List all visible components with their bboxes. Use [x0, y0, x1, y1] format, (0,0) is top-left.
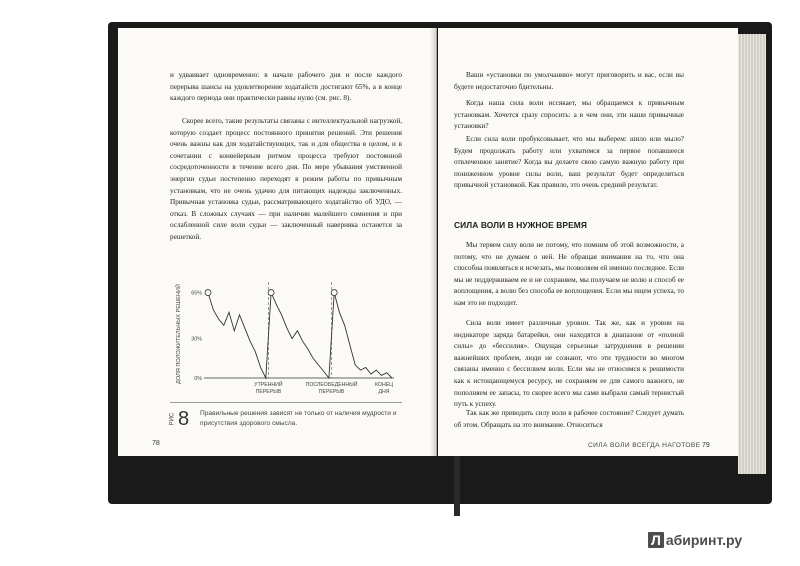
paragraph: Ваши «установки по умолчанию» могут приговорить и вас, если вы будете недостаточно бдительны.: [454, 71, 684, 91]
x-marker-label: ПЕРЕРЫВ: [255, 389, 282, 395]
paragraph: Когда наша сила воли иссякает, мы обращаемся к привычным установкам. Хочется сразу спросить: а в чем они, эти наши привычные установки?: [454, 99, 684, 131]
x-marker-label: ПЕРЕРЫВ: [318, 389, 345, 395]
page-number-right: 79: [702, 442, 710, 449]
paragraph: Если сила воли пробуксовывает, что мы выберем: шило или мыло? Будем продолжать работу или ухватимся за первое попавшееся отвлеченное занятие? Когда вы делаете свою самую важную работу при пониженном уровне силы воли, ваш результат будет определяться привычной установкой. Как правило, это очень средний результат.: [454, 135, 684, 190]
decisions-chart: [170, 272, 402, 398]
page-number-left: 78: [152, 440, 160, 447]
paragraph: и удваивает одновременно: в начале рабочего дня и после каждого перерыва шансы на удовлетворение ходатайств достигают 65%, а в конце каждого периода они практически равны нулю (см. рис. 8).: [170, 71, 402, 103]
figure-number: 8: [178, 408, 190, 430]
series-line: [208, 293, 392, 378]
right-page: [438, 28, 738, 456]
y-axis-label: ДОЛЯ ПОЛОЖИТЕЛЬНЫХ РЕШЕНИЙ: [176, 284, 182, 384]
y-tick-label: 0%: [194, 376, 202, 382]
paragraph: Сила воли имеет различные уровни. Так же, как и уровни на индикаторе заряда батарейки, они находятся в диапазоне от «полной силы» до «бессилия». Ощущая серьезные затруднения в решении важнейших проблем, люди не сознают, что эти трудности во многом связаны именно с бессилием воли. Если мы не относимся к решимости как к истощающемуся ресурсу, не сохраняем ее для самого важного, не пополняем ее запасы, то скорее всего мы сами выбрали самый тернистый путь к успеху.: [454, 319, 684, 409]
x-marker-label: ПОСЛЕОБЕДЕННЫЙ: [305, 382, 358, 388]
watermark-box: Л: [648, 532, 664, 548]
peak-marker: [268, 290, 274, 296]
figure-caption: Правильные решения зависят не только от наличия мудрости и присутствия здорового смысла.: [200, 410, 397, 427]
x-marker-label: УТРЕННИЙ: [254, 382, 283, 388]
peak-marker: [205, 290, 211, 296]
peak-marker: [331, 290, 337, 296]
paragraph: Скорее всего, такие результаты связаны с интеллектуальной нагрузкой, которую создает процесс постоянного принятия решений. Эти решения очень важны как для ходатайствующих, так и для общества в целом, и в сочетании с конвейерным ритмом процесса требуют постоянной сосредоточенности в течение всего дня. По мере убывания умственной энергии судьи постепенно переходят в режим работы по привычным установкам, что не очень удачно для питающих надежды заключенных. Привычная установка судьи, рассматривающего ходатайство об УДО, — отказ. В сложных случаях — при наличии малейшего сомнения и при ослабленной силе воли судьи — заключенный наверняка останется за решеткой.: [170, 117, 402, 241]
bookmark-ribbon: [454, 456, 460, 516]
figure-label: [170, 408, 196, 436]
figure-label-text: РИС: [169, 412, 176, 426]
paragraph: Так как же приводить силу воли в рабочее состояние? Следует думать об этом. Обращать на это внимание. Относиться: [454, 409, 684, 429]
y-tick-label: 65%: [191, 290, 202, 297]
page-edges: [738, 34, 766, 474]
left-page: [118, 28, 437, 456]
y-tick-label: 30%: [191, 336, 202, 343]
figure-rule: [170, 402, 402, 403]
x-marker-label: КОНЕЦ: [374, 382, 394, 388]
paragraph: Мы теряем силу воли не потому, что помним об этой возможности, а потому, что не думаем о ней. Не обращая внимания на то, что она способна появляться и исчезать, мы позволяем ей именно последнее. Если мы не поддерживаем ее и не сохраняем, мы получаем не волю и способ ее воплощения, а волю без способа ее воплощения. Если мы ищем успеха, то нам это не подходит.: [454, 241, 684, 307]
watermark-logo: [648, 532, 742, 548]
section-heading: СИЛА ВОЛИ В НУЖНОЕ ВРЕМЯ: [454, 220, 587, 230]
watermark-text: абиринт.ру: [665, 532, 743, 548]
x-marker-label: ДНЯ: [378, 389, 390, 395]
running-footer: СИЛА ВОЛИ ВСЕГДА НАГОТОВЕ: [588, 442, 701, 449]
